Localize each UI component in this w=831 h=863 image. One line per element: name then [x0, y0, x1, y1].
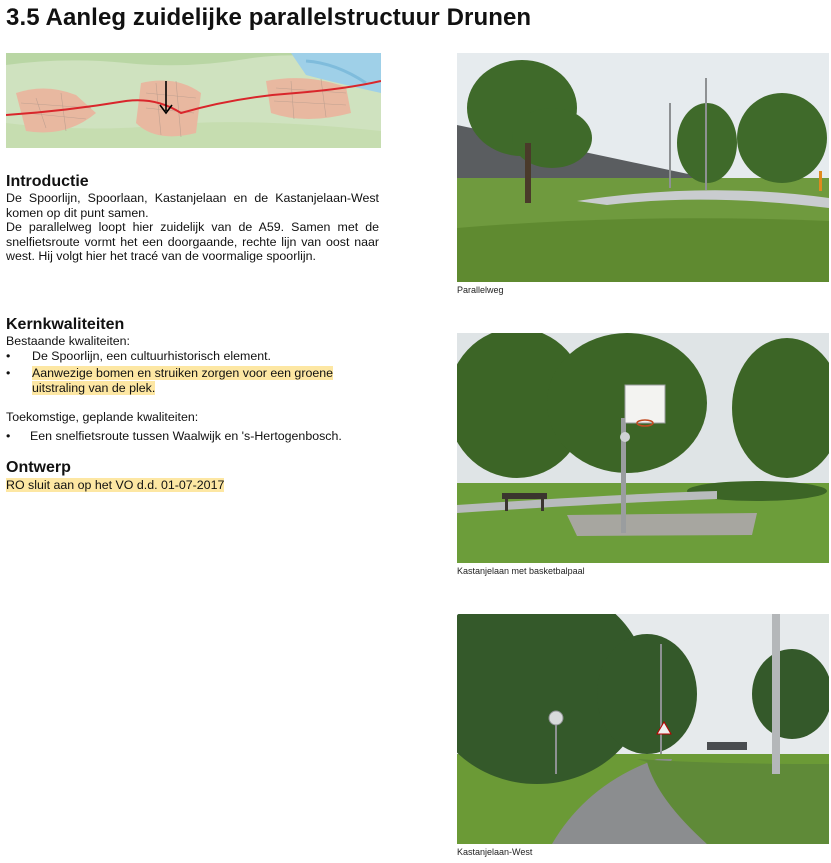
caption-kastanjelaan-basketbal: Kastanjelaan met basketbalpaal — [457, 566, 585, 576]
toekomstige-item-1: Een snelfietsroute tussen Waalwijk en 's-Hertogenbosch. — [30, 429, 342, 443]
list-item — [6, 349, 386, 364]
photo-kastanjelaan-west — [457, 614, 829, 844]
page-title: 3.5 Aanleg zuidelijke parallelstructuur Drunen — [6, 4, 532, 31]
bullet-icon: • — [6, 429, 11, 443]
intro-heading: Introductie — [6, 173, 89, 190]
bullet-icon: • — [6, 349, 11, 363]
bestaande-item-1: De Spoorlijn, een cultuurhistorisch element. — [32, 349, 271, 363]
list-item — [6, 366, 386, 396]
ontwerp-heading: Ontwerp — [6, 459, 71, 476]
photo-parallelweg — [457, 53, 829, 282]
bestaande-item-2: Aanwezige bomen en struiken zorgen voor een groene uitstraling van de plek. — [32, 366, 334, 395]
intro-paragraph-2: De parallelweg loopt hier zuidelijk van de A59. Samen met de snelfietsroute vormt het een doorgaande, rechte lijn van oost naar west. Hij volgt hier het tracé van de voormalige spoorlijn. — [6, 220, 379, 263]
photo-kastanjelaan-basketbal — [457, 333, 829, 563]
bullet-icon: • — [6, 366, 11, 380]
list-item — [6, 429, 386, 444]
caption-kastanjelaan-west: Kastanjelaan-West — [457, 847, 533, 857]
location-map — [6, 53, 381, 148]
ontwerp-text: RO sluit aan op het VO d.d. 01-07-2017 — [6, 478, 225, 492]
intro-paragraph-1: De Spoorlijn, Spoorlaan, Kastanjelaan en de Kastanjelaan-West komen op dit punt samen. — [6, 191, 379, 220]
kern-heading: Kernkwaliteiten — [6, 316, 125, 333]
caption-parallelweg: Parallelweg — [457, 285, 504, 295]
bestaande-label: Bestaande kwaliteiten: — [6, 334, 130, 348]
toekomstige-label: Toekomstige, geplande kwaliteiten: — [6, 410, 199, 424]
